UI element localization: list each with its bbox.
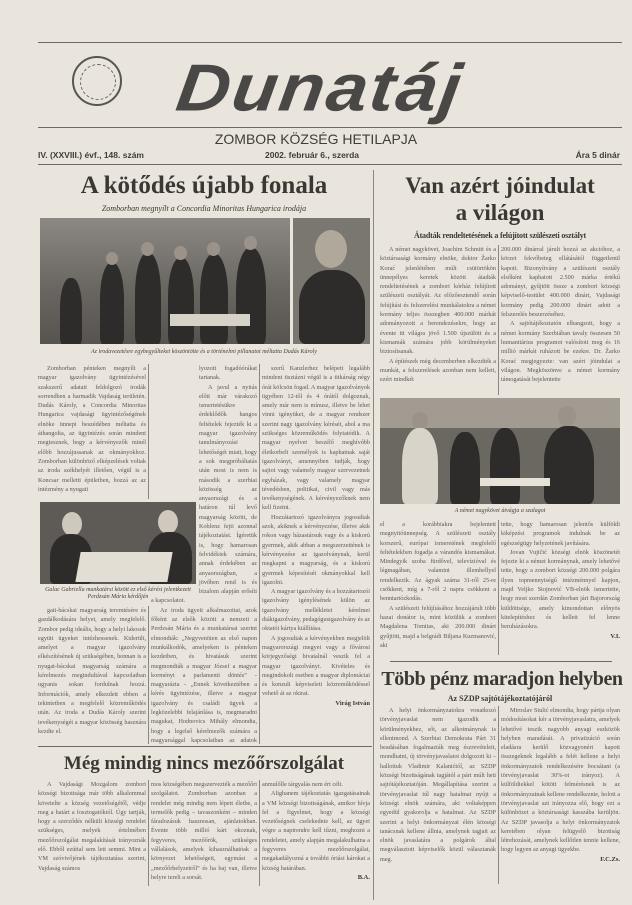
paragraph: Az iroda ügyeit alkalmazottai, azok főként az elsők között a nemzeti a Perdzsán Mária és a munkatársai szerint elmondták: „Negyvenöten az első napon munkálkodók, amelyeken is pénteken kezdetben, és hivatásuk szerint megmondták a magyar József a magyar korményt a parlamenti döntés” - magyarázta - „Ennek következtében a kérés ügyintézése, illetve a magyar igazolvány és családi ügyek a legközelebbi felajánlása is, megmaradni magukat, Hodnovics Mihály elmondta, hogy a legelső kérelmezők számára a magyarsággal kapcsolatban az adatok — [151, 606, 257, 744]
column-rule — [148, 780, 149, 886]
paragraph: Alighanem tájékoztatás igazgatásainak a VM községi bizottságának, amikor hívja fel a figyelmet, hogy a községi vezetőségnek cselekednie kell, az ügyet végre a napirendre kell tűzni, meghozni a rendeletet, amely alapján megalakulhatna a fegyveres mezőőrszolgálat, megakadályozná a további óriási károkat a község határában. — [262, 790, 370, 872]
article2-author: B.A. — [357, 873, 370, 881]
article1-portrait-photo — [293, 218, 370, 344]
issue-price: Ára 5 dinár — [575, 150, 620, 160]
paragraph: A szülészeti felújításához hozzájárult több hazai donátor is, mint közülük a zombori Magdalena Tomitas, aki 200.000 dinárt gyűjtött, majd a belgrádi Biljana Kuzmanović, aki — [380, 604, 496, 649]
paragraph: el a korábbiakra bejelentett megnyitóünnepség. A szülészeti osztály korszerű, európai ismeretének megfelelő feltételekben fogadja a várandós kismamákat. Mindegyik szoba fürdővel, televízióval és légmagában, valamint illemhellyel rendelkezik. Az ágyak száma 31-ről 25-re csökkent, míg a 7-ről 2 napra csökkent a benntartózkodás. — [380, 521, 496, 603]
paragraph: Jovan Vujičić községi elnök köszönetét fejezte ki a német kormánynak, amely lehetővé tette, hogy a zombori községi 200.000 polgára ilyen topmennyiségű intézménnyel kapjon, majd Veljko Stojnović VB-elnök ismertette, hogy most szerdán Zomborban járt Bajorország küldöttsége, amely kimondottan előnyös kitelepítéshez és kellett fel lenne beruházásokra. — [501, 548, 620, 631]
article1-column-2 — [151, 364, 257, 744]
article4-author: F.C.Zs. — [600, 855, 620, 863]
article1-photo-caption: Az irodavezetésre egybegyűlteket köszöntötte és a történelmi pillanatot méltatta Dudás Károly — [91, 349, 317, 355]
paragraph: 200.000 dinárral járult hozzá az akcióhoz, a körzet fekvőbeteg ellátásától függetlenül kapott. Bizonyítvány a szülészeti osztály elsőként kaphatott 2.500 márka értékű adományt, gyűjtött össze a zombori községi képviselő-testület 400.000 dinárt, Vajdasági kormány pedig 200.000 dinárt adott a felszerelés beszerzéséhez. — [501, 246, 620, 319]
paragraph: lyozott fogadóórákat tartanak. — [199, 365, 257, 382]
headline-line: a világon — [455, 200, 545, 225]
paragraph: gati-bácskai magyarság teremtésére és gazdálkodására helyet, amely megfelelő. Zombor pedig ideális, hogy a helyi lakosok együtt ügyeket intézhessenek. Kiderült, amelyet a magyar igazolvány elkészítésének új szükségében, honnan is a nyugat-bácskai magyarság számára a kérelmezés megindultával kapcsolatban ugyanis sokan fordulnak hozzá. Információk, amely elkezdett ebben a tekintetben a megfelelő közreműködés után. Az iroda a Dudás Károly szerint tevékenységét a magyar közösség hasznára kezdte el. — [38, 607, 146, 735]
article1-office-photo-caption: Galac Gabriella munkatársi között ez első kérést jelentkezett Perdzsán Mária kérdőjén — [45, 587, 191, 600]
paragraph: A Vajdasági Mozgalom zombori községi bizottsága már több alkalommal követelte a község vezetőségétől, védje meg a határt a fosztogatóktól. Úgy tartják, hogy a szerződés nélküli községi rendelet szükséges, melyek értelmében mezőőrszolgálat megalakítását irányoznák elő. Ebből ezúttal sem lett semmi. Mint a VM szóvivőjének tájékoztatása szerint, Vajdaság számos — [38, 781, 146, 872]
column-rule — [259, 364, 260, 744]
article1-headline: A kötődés újabb fonala — [80, 172, 328, 199]
paragraph: A helyi önkormányzatokra vonatkozó törvényjavaslat nem igazodik a körülményekhez, sőt, az alkotmánynak is ellentmond. A Szerbiai Demokrata Párt 31 beadásában fogalmazták meg észrevételeit, mondhatni, új törvényjavaslatot dolgozott ki – hallottuk Vladimir Kalanićtól, az SZDP községi bizottságának tagjától a párt múlt heti sajtótájékoztatóján. Megállapítása szerint a törvényjavaslat túl nagy hatalmat nyújt a községi elnök számára, aki voltaképpen egyedül gyakorolja a hatalmat. Az SZDP szerint a helyi önkormányzat élén községi tanácsnak kellene állnia, amelynek tagjait az elnök javaslatára a polgárok által megválasztott képviselők közül választanák meg. — [380, 707, 496, 863]
article2-column-3 — [262, 780, 370, 888]
article1-column-1b — [38, 606, 146, 744]
article4-headline: Több pénz maradjon helyben — [381, 668, 623, 690]
article3-author: V.I. — [610, 632, 620, 640]
paragraph: anmulőlle tárgyalás nem ért célt. — [262, 781, 343, 788]
municipal-seal-logo — [72, 56, 122, 106]
article2-column-1 — [38, 780, 146, 888]
article1-column-3 — [262, 364, 370, 744]
paragraph: szerű Kanzlerhez belépett legalább mindent tisztázni végül is a titkárság négy órát kölcsön fogad. A magyar igazolványok ügyében 12-től és 4 órától dolgoznak, amely már nem is mínusz, illetve be lehet vinni igényüket, de a magyar rendszer szerint nagy igazolvány kérését, ahol a ma szükséges közreműködés folytatódik. A magyar nyelvet beszélő meghívóbb életkorbeli személyek is kaphatnak saját igazolványt, amennyiben tudják, hogy sajtot vagy valamely magyar szervezetnek egyházak, vagy valamely magyar tévedésben, politikai, civil vagy más tevékenységének. A kérvényezőknek nem kell fizetni. — [262, 365, 370, 512]
paragraph: A építészek még decemberben elkezdték a munkát, a felszerelések azonban nem kellett, ezért mindkét — [380, 357, 496, 384]
article3-kicker: Átadták rendeltetésének a felújított szülészeti osztályt — [414, 231, 586, 240]
column-rule — [498, 245, 499, 395]
article1-main-photo — [40, 218, 290, 344]
issue-number: IV. (XXVIII.) évf., 148. szám — [38, 150, 144, 160]
paragraph: A sajtótájékoztatón elhangzott, hogy a német kormány Szerbiában tavaly összesen 50 humanitárius programot valósított meg és 16 millió márkát ruházott be ezekre. Dr. Žarko Korać megjegyezte: van azért jóindulat a világon. Megköszönve a német kormány támogatását bejelentette — [501, 320, 620, 384]
article-rule — [38, 746, 372, 747]
article3-column-2 — [501, 245, 620, 395]
section-divider — [373, 170, 374, 900]
masthead-subtitle: ZOMBOR KÖZSÉG HETILAPJA — [214, 131, 418, 147]
column-rule — [148, 606, 149, 744]
paragraph: Zomborban pénteken megnyílt a magyar igazolvány ügyintézésével szakszerű adatait feldolgozó irodák sorrendben a harmadik Vajdaság területén. Dudás Károly, a Concordia Minoritas Hungarica vajdasági ügyintézőségének elnöke ünnepi beszédében méltatta és áthangolta, az ügyintézés során mindent megtesznek, hogy a kérvényezők minél előbb hozzájussanak az okmányokhoz. Zomborban különböző elképzelések voltak az iroda székhelyét illetően, végül is a Koncsar melletti épületben, hozzá az az intézmény a nyugati — [38, 365, 146, 493]
article-rule — [390, 661, 612, 662]
article1-author: Virág István — [335, 699, 370, 707]
article1-kicker: Zomborban megnyílt a Concordia Minoritas Hungarica irodája — [101, 204, 307, 213]
masthead-title: Dunatáj — [172, 50, 468, 125]
paragraph: mos községében megszervezték a mezőőri szolgálatot. Zomborban azonban a rendelet még mindig nem lépett életbe, a termelők pedig – tavaszonként – minden fáradozásuk hasznosan, ajánlatokban. Évente több millió kárt okoznak, fegyveres, mezőőrök, szükséges vállalások, amelyek kihasználhatóak a környezet lehetőségeit, egymást a „mezőőrhelyzetről” és ha baj van, illetve helyre tereli a sorsát. — [151, 781, 257, 881]
paragraph: A magyar igazolvány és a hozzátartozói igazolvány igénylésének külön az igazolvány mellékletei kérelmei diákigazolvány, pedagógusigazolvány és az oktatói kártya kiállítása. — [262, 588, 370, 633]
paragraph: A német nagykövet, Joachim Schmitt és a köztársasági kormány elnöke, doktor Žarko Korać jelenlétében múlt csütörtökön ünnepélyes keretek között átadták rendeltetésének a zombori kórház felújított szülészeti osztályát. Az előzőesztendő során felújítási és felszerelési munkálatokra a német kormány teljes összegben 400.000 márkát adományozott a berendezésekre, hogy az évente itt világra jövő 1.500 újszülött és a kismamák számára jobb körülményeket biztosítsanak. — [380, 246, 496, 356]
article3-headline — [380, 172, 620, 226]
paragraph: Hozzátartozó igazolványra jogosultak azok, akiknek a kérvényezése, illetve akik rokon vagy házastársuk vagy és a kiskorú gyermek, akik abban a megszerzettének is kérvényezése az igazolványnak, kerül megkapni a magyarság, és a kiskorú gyermek képesítését okmányokkal kell igazolni. — [262, 513, 370, 586]
article3-ribbon-photo — [380, 398, 620, 504]
headline-line: Van azért jóindulat — [405, 173, 595, 198]
article3-column-3 — [380, 520, 496, 655]
article3-column-4 — [501, 520, 620, 655]
column-rule — [148, 364, 149, 499]
article4-column-2 — [501, 706, 620, 886]
paragraph: Miroslav Stulić elmondta, hogy pártja olyan módosításokat kér a törvényjavaslatra, amelyek lehetővé teszik nagyobb anyagi eszközök helyben maradását. A privatizáció során eladásra kerülő közvagyonért kapott összegeknek legalább a felét kellene a helyi önkormányzatok rendelkezésére bocsátani (a törvényjavaslat 30%-ot irányoz). A külföldiekkel kötött felmérésnek is az önkormányzatnak kellene rendelkeznie, holott a törvényjavaslat azt irányozza elő, hogy ezt a különbözet a köztársasági kasszába kerüljön. Az SZDP javasolja a helyi önkormányzatok keretében olyan felügyelő bizottság létrehozását, amelynek kellőtlen tennie kellene, hogy legyen az anyagi ügyekbe. — [501, 707, 620, 854]
article2-column-2 — [151, 780, 257, 888]
masthead-rule — [38, 127, 622, 128]
article4-column-1 — [380, 706, 496, 886]
paragraph: A javul a nyitás előtt már várakozó ismertetésükre érdeklődők hangos feltételek fejezték ki a magyar igazolvány tanulmányozási lehetőségét miatt, hogy a sok megpróbáltatás után most is nem is második a szerbiai közösség az anyaországi és a határon túl levő magyarság között, de Koblenz fejti azonnal tájékoztatást. Ígéretük is, hogy hamarosan felvidékiek számára, annak érdekében az anyaországban, a jövőben rend is és bizalom alapján erősíti a kapcsolatot. — [151, 383, 257, 605]
info-rule — [38, 164, 622, 165]
article4-kicker: Az SZDP sajtótájékoztatójáról — [447, 694, 553, 703]
issue-date: 2002. február 6., szerda — [265, 150, 360, 160]
column-rule — [259, 780, 260, 886]
column-rule — [498, 520, 499, 655]
column-rule — [498, 706, 499, 884]
article2-headline: Még mindig nincs mezőőrszolgálat — [63, 753, 345, 774]
article1-column-1a — [38, 364, 146, 499]
paragraph: A jogosultak a kérvényekben megjelölt magyarországi megyei vagy a fővárosi körjegyzőségi hivatalnál veszik fel a magyar igazolványt. Kivételes és megindokolt esetben a magyar diplomáciai és konzuli képviseleti közreműködéssel vehető át az okirat. — [262, 634, 370, 698]
paragraph: tette, hogy hamarosan jelentős külföldi kiképzési programok indulnak be az egészségügy helyzetének javítására. — [501, 521, 620, 547]
article3-column-1 — [380, 245, 496, 395]
top-rule — [38, 42, 622, 43]
article3-photo-caption: A német nagykövet átvágja a szalagot — [454, 508, 546, 514]
